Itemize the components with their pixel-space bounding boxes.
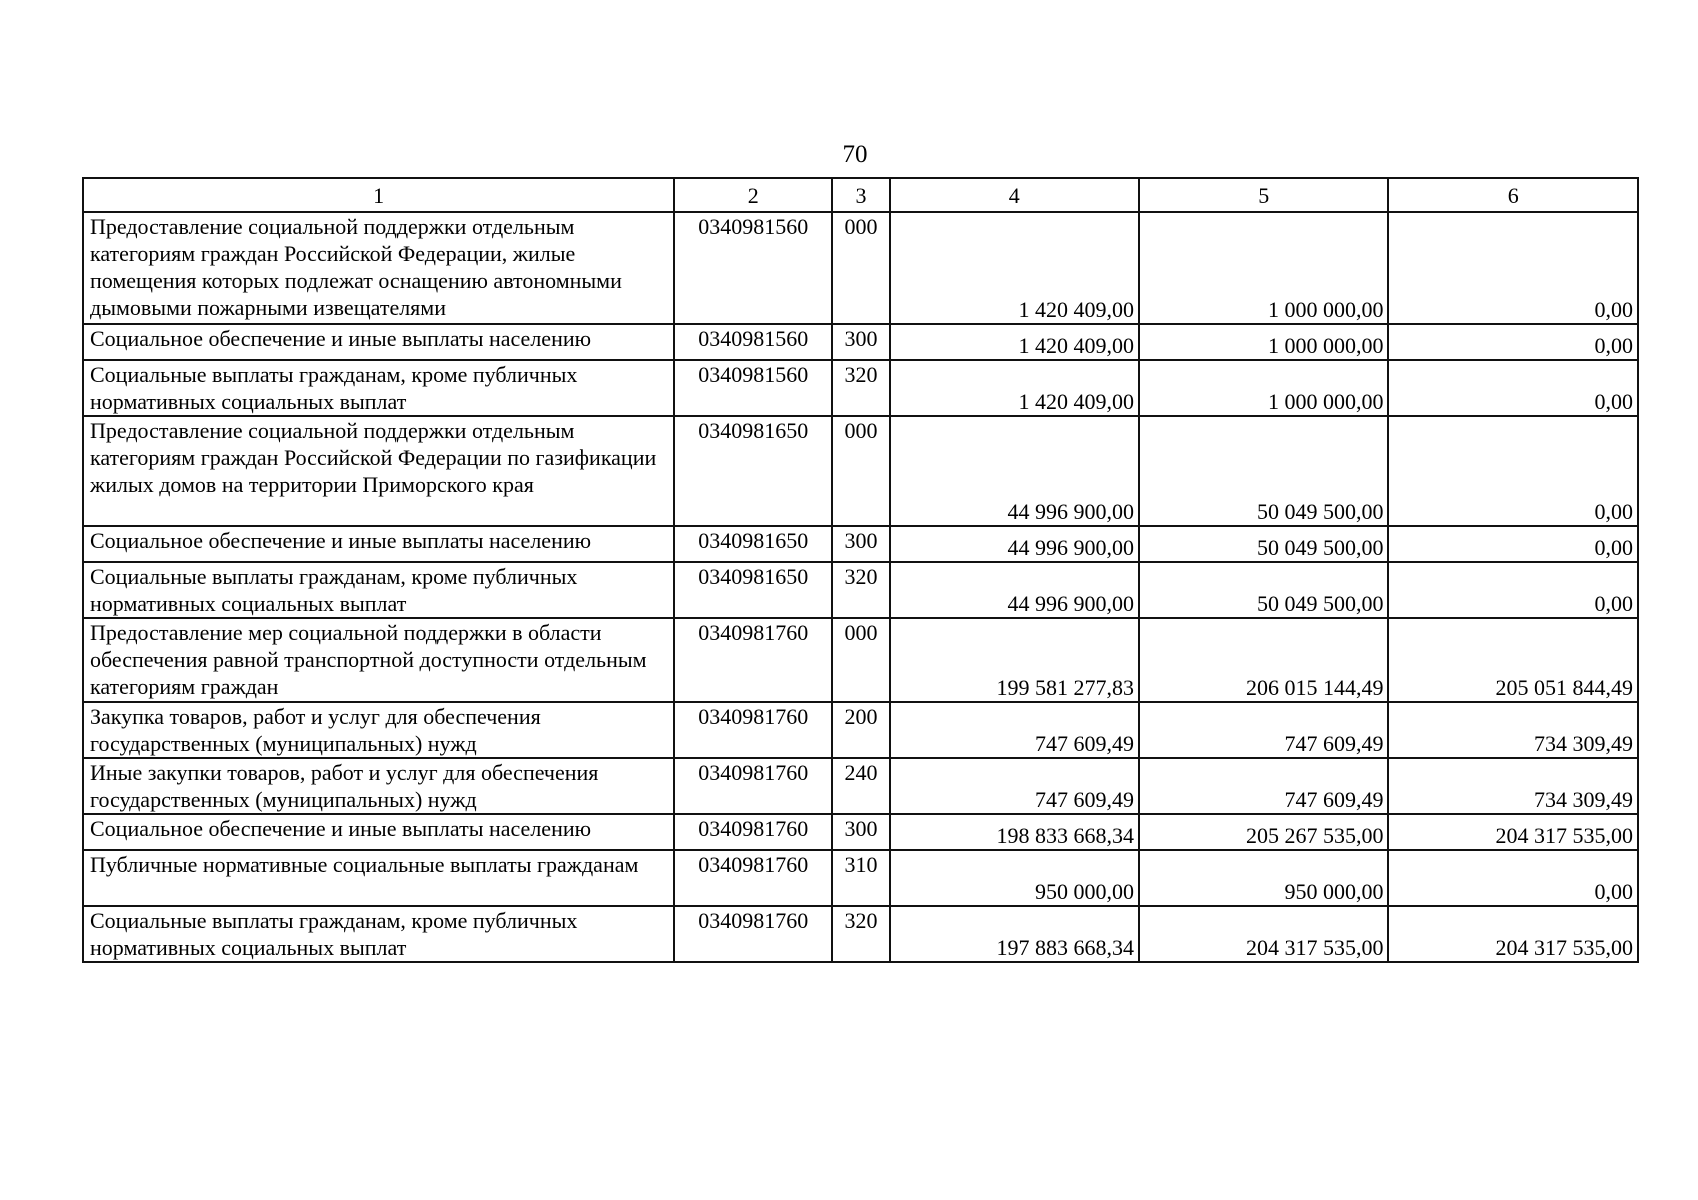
- amount-col5-cell: 747 609,49: [1139, 758, 1388, 814]
- amount-col4-cell: 950 000,00: [890, 850, 1139, 906]
- target-article-code-cell: 0340981760: [674, 702, 832, 758]
- table-row: [83, 562, 1638, 618]
- row-name-cell: Предоставление мер социальной поддержки в области обеспечения равной транспортной доступности отдельным категориям граждан: [83, 618, 674, 702]
- amount-col6-cell: 0,00: [1388, 526, 1638, 562]
- expense-type-code-cell: 000: [832, 416, 889, 526]
- expense-type-code-cell: 300: [832, 324, 889, 360]
- amount-col4-cell: 197 883 668,34: [890, 906, 1139, 962]
- row-name-cell: Социальные выплаты гражданам, кроме публичных нормативных социальных выплат: [83, 906, 674, 962]
- amount-col5-cell: 204 317 535,00: [1139, 906, 1388, 962]
- column-header: 2: [674, 178, 832, 212]
- amount-col5-cell: 50 049 500,00: [1139, 526, 1388, 562]
- amount-col4-cell: 747 609,49: [890, 702, 1139, 758]
- amount-col6-cell: 0,00: [1388, 212, 1638, 324]
- target-article-code-cell: 0340981560: [674, 360, 832, 416]
- target-article-code-cell: 0340981650: [674, 562, 832, 618]
- amount-col5-cell: 1 000 000,00: [1139, 212, 1388, 324]
- column-header: 1: [83, 178, 674, 212]
- row-name-cell: Социальное обеспечение и иные выплаты населению: [83, 814, 674, 850]
- amount-col6-cell: 734 309,49: [1388, 702, 1638, 758]
- expense-type-code-cell: 200: [832, 702, 889, 758]
- amount-col6-cell: 0,00: [1388, 850, 1638, 906]
- row-name-cell: Социальные выплаты гражданам, кроме публичных нормативных социальных выплат: [83, 562, 674, 618]
- table-row: [83, 906, 1638, 962]
- target-article-code-cell: 0340981760: [674, 814, 832, 850]
- amount-col6-cell: 0,00: [1388, 324, 1638, 360]
- amount-col4-cell: 44 996 900,00: [890, 416, 1139, 526]
- table-row: [83, 850, 1638, 906]
- table-row: [83, 360, 1638, 416]
- amount-col4-cell: 44 996 900,00: [890, 562, 1139, 618]
- expense-type-code-cell: 000: [832, 618, 889, 702]
- amount-col4-cell: 199 581 277,83: [890, 618, 1139, 702]
- target-article-code-cell: 0340981760: [674, 758, 832, 814]
- row-name-cell: Социальное обеспечение и иные выплаты населению: [83, 526, 674, 562]
- table-row: [83, 212, 1638, 324]
- budget-table: [82, 177, 1639, 963]
- amount-col4-cell: 1 420 409,00: [890, 212, 1139, 324]
- amount-col6-cell: 0,00: [1388, 562, 1638, 618]
- row-name-cell: Иные закупки товаров, работ и услуг для обеспечения государственных (муниципальных) нужд: [83, 758, 674, 814]
- amount-col4-cell: 1 420 409,00: [890, 324, 1139, 360]
- expense-type-code-cell: 320: [832, 906, 889, 962]
- target-article-code-cell: 0340981560: [674, 324, 832, 360]
- table-row: [83, 702, 1638, 758]
- expense-type-code-cell: 310: [832, 850, 889, 906]
- amount-col5-cell: 50 049 500,00: [1139, 562, 1388, 618]
- column-header: 3: [832, 178, 889, 212]
- amount-col6-cell: 0,00: [1388, 416, 1638, 526]
- expense-type-code-cell: 320: [832, 360, 889, 416]
- amount-col5-cell: 205 267 535,00: [1139, 814, 1388, 850]
- amount-col5-cell: 1 000 000,00: [1139, 324, 1388, 360]
- expense-type-code-cell: 000: [832, 212, 889, 324]
- amount-col5-cell: 747 609,49: [1139, 702, 1388, 758]
- row-name-cell: Социальное обеспечение и иные выплаты населению: [83, 324, 674, 360]
- amount-col5-cell: 1 000 000,00: [1139, 360, 1388, 416]
- amount-col5-cell: 50 049 500,00: [1139, 416, 1388, 526]
- row-name-cell: Публичные нормативные социальные выплаты гражданам: [83, 850, 674, 906]
- table-row: [83, 324, 1638, 360]
- table-row: [83, 526, 1638, 562]
- column-header: 5: [1139, 178, 1388, 212]
- amount-col5-cell: 950 000,00: [1139, 850, 1388, 906]
- page-number: 70: [842, 141, 868, 168]
- amount-col6-cell: 204 317 535,00: [1388, 814, 1638, 850]
- amount-col4-cell: 44 996 900,00: [890, 526, 1139, 562]
- column-header: 4: [890, 178, 1139, 212]
- amount-col4-cell: 198 833 668,34: [890, 814, 1139, 850]
- row-name-cell: Предоставление социальной поддержки отдельным категориям граждан Российской Федерации, жилые помещения которых подлежат оснащению автономными дымовыми пожарными извещателями: [83, 212, 674, 324]
- amount-col6-cell: 205 051 844,49: [1388, 618, 1638, 702]
- amount-col6-cell: 734 309,49: [1388, 758, 1638, 814]
- target-article-code-cell: 0340981760: [674, 850, 832, 906]
- target-article-code-cell: 0340981560: [674, 212, 832, 324]
- table-row: [83, 416, 1638, 526]
- expense-type-code-cell: 300: [832, 814, 889, 850]
- amount-col6-cell: 0,00: [1388, 360, 1638, 416]
- amount-col5-cell: 206 015 144,49: [1139, 618, 1388, 702]
- target-article-code-cell: 0340981760: [674, 906, 832, 962]
- target-article-code-cell: 0340981760: [674, 618, 832, 702]
- table-row: [83, 814, 1638, 850]
- target-article-code-cell: 0340981650: [674, 526, 832, 562]
- row-name-cell: Закупка товаров, работ и услуг для обеспечения государственных (муниципальных) нужд: [83, 702, 674, 758]
- expense-type-code-cell: 240: [832, 758, 889, 814]
- target-article-code-cell: 0340981650: [674, 416, 832, 526]
- expense-type-code-cell: 300: [832, 526, 889, 562]
- expense-type-code-cell: 320: [832, 562, 889, 618]
- row-name-cell: Социальные выплаты гражданам, кроме публичных нормативных социальных выплат: [83, 360, 674, 416]
- column-header: 6: [1388, 178, 1638, 212]
- amount-col6-cell: 204 317 535,00: [1388, 906, 1638, 962]
- table-row: [83, 758, 1638, 814]
- amount-col4-cell: 747 609,49: [890, 758, 1139, 814]
- amount-col4-cell: 1 420 409,00: [890, 360, 1139, 416]
- row-name-cell: Предоставление социальной поддержки отдельным категориям граждан Российской Федерации по газификации жилых домов на территории Приморского края: [83, 416, 674, 526]
- table-row: [83, 618, 1638, 702]
- table-header-row: [83, 178, 1638, 212]
